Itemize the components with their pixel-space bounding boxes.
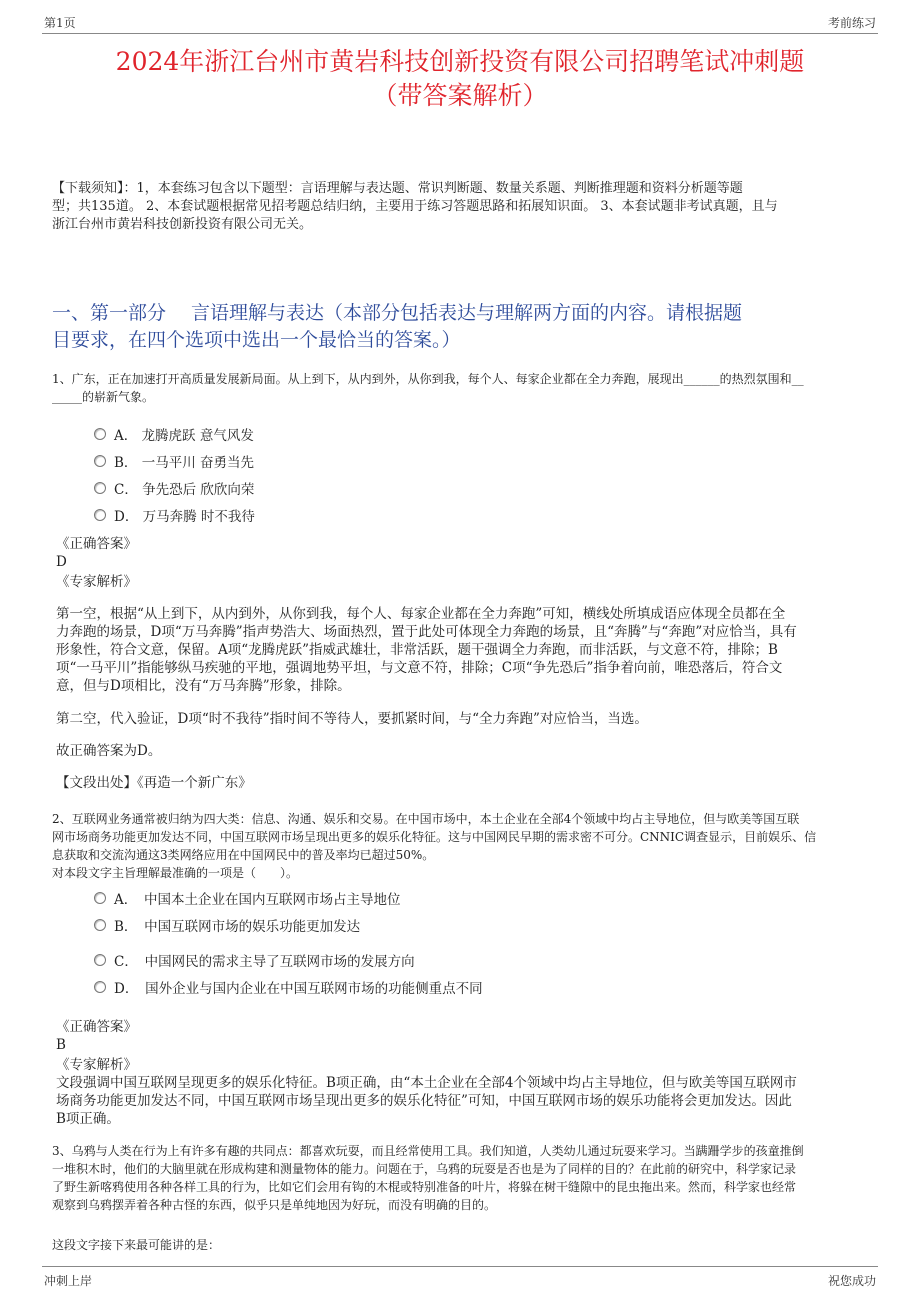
question-3-stem <box>52 1142 882 1214</box>
stem-line: 息获取和交流沟通这3类网络应用在中国网民中的普及率均已超过50%。 <box>52 848 435 862</box>
option-label: B． 中国互联网市场的娱乐功能更加发达 <box>114 919 361 935</box>
section-heading-line: 一、第一部分 言语理解与表达（本部分包括表达与理解两方面的内容。请根据题 <box>52 302 743 324</box>
document-subtitle: （带答案解析） <box>372 81 548 110</box>
notice-line: 浙江台州市黄岩科技创新投资有限公司无关。 <box>52 217 313 232</box>
option-label: D． 万马奔腾 时不我待 <box>114 509 255 525</box>
q1-option-a[interactable] <box>94 424 254 444</box>
analysis-line: 第一空，根据“从上到下，从内到外，从你到我，每个人、每家企业都在全力奔跑”可知，横线处所填成语应体现全员都在全 <box>56 606 786 622</box>
stem-line: 了野生新喀鸦使用各种各样工具的行为，比如它们会用有钩的木棍或特别准备的叶片，将躲在树干缝隙中的昆虫拖出来。然而，科学家也经常 <box>52 1180 797 1194</box>
question-2-stem <box>52 810 882 882</box>
footer-rule <box>42 1266 878 1267</box>
option-label: A． 中国本土企业在国内互联网市场占主导地位 <box>114 892 401 908</box>
q1-option-b[interactable] <box>94 451 254 471</box>
radio-icon[interactable] <box>94 919 106 931</box>
stem-line: 一堆积木时，他们的大脑里就在形成构建和测量物体的能力。问题在于，乌鸦的玩耍是否也是为了同样的目的？在此前的研究中，科学家记录 <box>52 1162 797 1176</box>
analysis-line: B项正确。 <box>56 1111 120 1127</box>
stem-line: 1、广东，正在加速打开高质量发展新局面。从上到下，从内到外，从你到我，每个人、每家企业都在全力奔跑，展现出______的热烈氛围和__ <box>52 372 804 386</box>
q2-option-c[interactable] <box>94 950 415 970</box>
stem-line: 观察到乌鸦摆弄着各种古怪的东西，似乎只是单纯地因为好玩，而没有明确的目的。 <box>52 1198 497 1212</box>
footer-right: 祝您成功 <box>827 1274 876 1288</box>
section-heading-line: 目要求，在四个选项中选出一个最恰当的答案。） <box>52 329 461 351</box>
notice-line: 型；共135道。 2、本套试题根据常见招考题总结归纳，主要用于练习答题思路和拓展知识面。 3、本套试题非考试真题，且与 <box>52 199 778 214</box>
option-label: A． 龙腾虎跃 意气风发 <box>114 428 254 444</box>
q1-analysis-p2: 第二空，代入验证，D项“时不我待”指时间不等待人，要抓紧时间，与“全力奔跑”对应恰当，当选。 <box>56 711 648 727</box>
radio-icon[interactable] <box>94 981 106 993</box>
radio-icon[interactable] <box>94 509 106 521</box>
notice-line: 【下载须知】：1，本套练习包含以下题型：言语理解与表达题、常识判断题、数量关系题、判断推理题和资料分析题等题 <box>52 181 743 196</box>
section-heading <box>52 300 882 354</box>
question-3-prompt: 这段文字接下来最可能讲的是： <box>52 1238 221 1252</box>
q2-option-b[interactable] <box>94 915 360 935</box>
analysis-line: 力奔跑的场景，D项“万马奔腾”指声势浩大、场面热烈，置于此处可体现全力奔跑的场景，且“奔腾”与“奔跑”对应恰当，具有 <box>56 624 797 640</box>
document-title: 2024年浙江台州市黄岩科技创新投资有限公司招聘笔试冲刺题 <box>115 47 805 76</box>
q2-analysis <box>56 1074 876 1128</box>
footer-left: 冲刺上岸 <box>44 1274 93 1288</box>
analysis-line: 文段强调中国互联网呈现更多的娱乐化特征。B项正确，由“本土企业在全部4个领域中均占主导地位，但与欧美等国互联网市 <box>56 1075 797 1091</box>
stem-line: 3、乌鸦与人类在行为上有许多有趣的共同点：都喜欢玩耍，而且经常使用工具。我们知道，人类幼儿通过玩耍来学习。当蹒跚学步的孩童推倒 <box>52 1144 804 1158</box>
option-label: D． 国外企业与国内企业在中国互联网市场的功能侧重点不同 <box>114 981 483 997</box>
radio-icon[interactable] <box>94 892 106 904</box>
q1-analysis-label: 《专家解析》 <box>56 574 137 590</box>
radio-icon[interactable] <box>94 954 106 966</box>
header-label: 考前练习 <box>827 16 876 30</box>
analysis-line: 意，但与D项相比，没有“万马奔腾”形象，排除。 <box>56 678 351 694</box>
q1-analysis-p3: 故正确答案为D。 <box>56 743 162 759</box>
q2-option-a[interactable] <box>94 888 401 908</box>
q2-answer-label: 《正确答案》 <box>56 1019 137 1035</box>
page-number: 第1页 <box>44 16 76 30</box>
q1-option-d[interactable] <box>94 505 255 525</box>
option-label: C． 中国网民的需求主导了互联网市场的发展方向 <box>114 954 415 970</box>
stem-line: _____的崭新气象。 <box>52 390 155 404</box>
q1-answer: D <box>56 554 67 570</box>
q2-answer: B <box>56 1037 66 1053</box>
stem-line: 网市场商务功能更加发达不同，中国互联网市场呈现出更多的娱乐化特征。这与中国网民早期的需求密不可分。CNNIC调查显示，目前娱乐、信 <box>52 830 817 844</box>
q2-analysis-label: 《专家解析》 <box>56 1057 137 1073</box>
q1-answer-label: 《正确答案》 <box>56 536 137 552</box>
q1-analysis-p1 <box>56 605 876 695</box>
q1-source: 【文段出处】《再造一个新广东》 <box>56 775 252 791</box>
option-label: C． 争先恐后 欣欣向荣 <box>114 482 255 498</box>
header-rule <box>42 33 878 34</box>
radio-icon[interactable] <box>94 455 106 467</box>
radio-icon[interactable] <box>94 482 106 494</box>
stem-line: 2、互联网业务通常被归纳为四大类：信息、沟通、娱乐和交易。在中国市场中，本土企业在全部4个领域中均占主导地位，但与欧美等国互联 <box>52 812 800 826</box>
analysis-line: 形象性，符合文意，保留。A项“龙腾虎跃”指威武雄壮，非常活跃，题干强调全力奔跑，而非活跃，与文意不符，排除；B <box>56 642 778 658</box>
stem-line: 对本段文字主旨理解最准确的一项是（ ）。 <box>52 866 299 880</box>
analysis-line: 场商务功能更加发达不同，中国互联网市场呈现出更多的娱乐化特征”可知，中国互联网市场的娱乐功能将会更加发达。因此 <box>56 1093 792 1109</box>
question-1-stem <box>52 370 882 406</box>
q2-option-d[interactable] <box>94 977 483 997</box>
download-notice <box>52 180 882 234</box>
analysis-line: 项“一马平川”指能够纵马疾驰的平地，强调地势平坦，与文意不符，排除；C项“争先恐后”指争着向前，唯恐落后，符合文 <box>56 660 783 676</box>
radio-icon[interactable] <box>94 428 106 440</box>
q1-option-c[interactable] <box>94 478 254 498</box>
option-label: B． 一马平川 奋勇当先 <box>114 455 255 471</box>
